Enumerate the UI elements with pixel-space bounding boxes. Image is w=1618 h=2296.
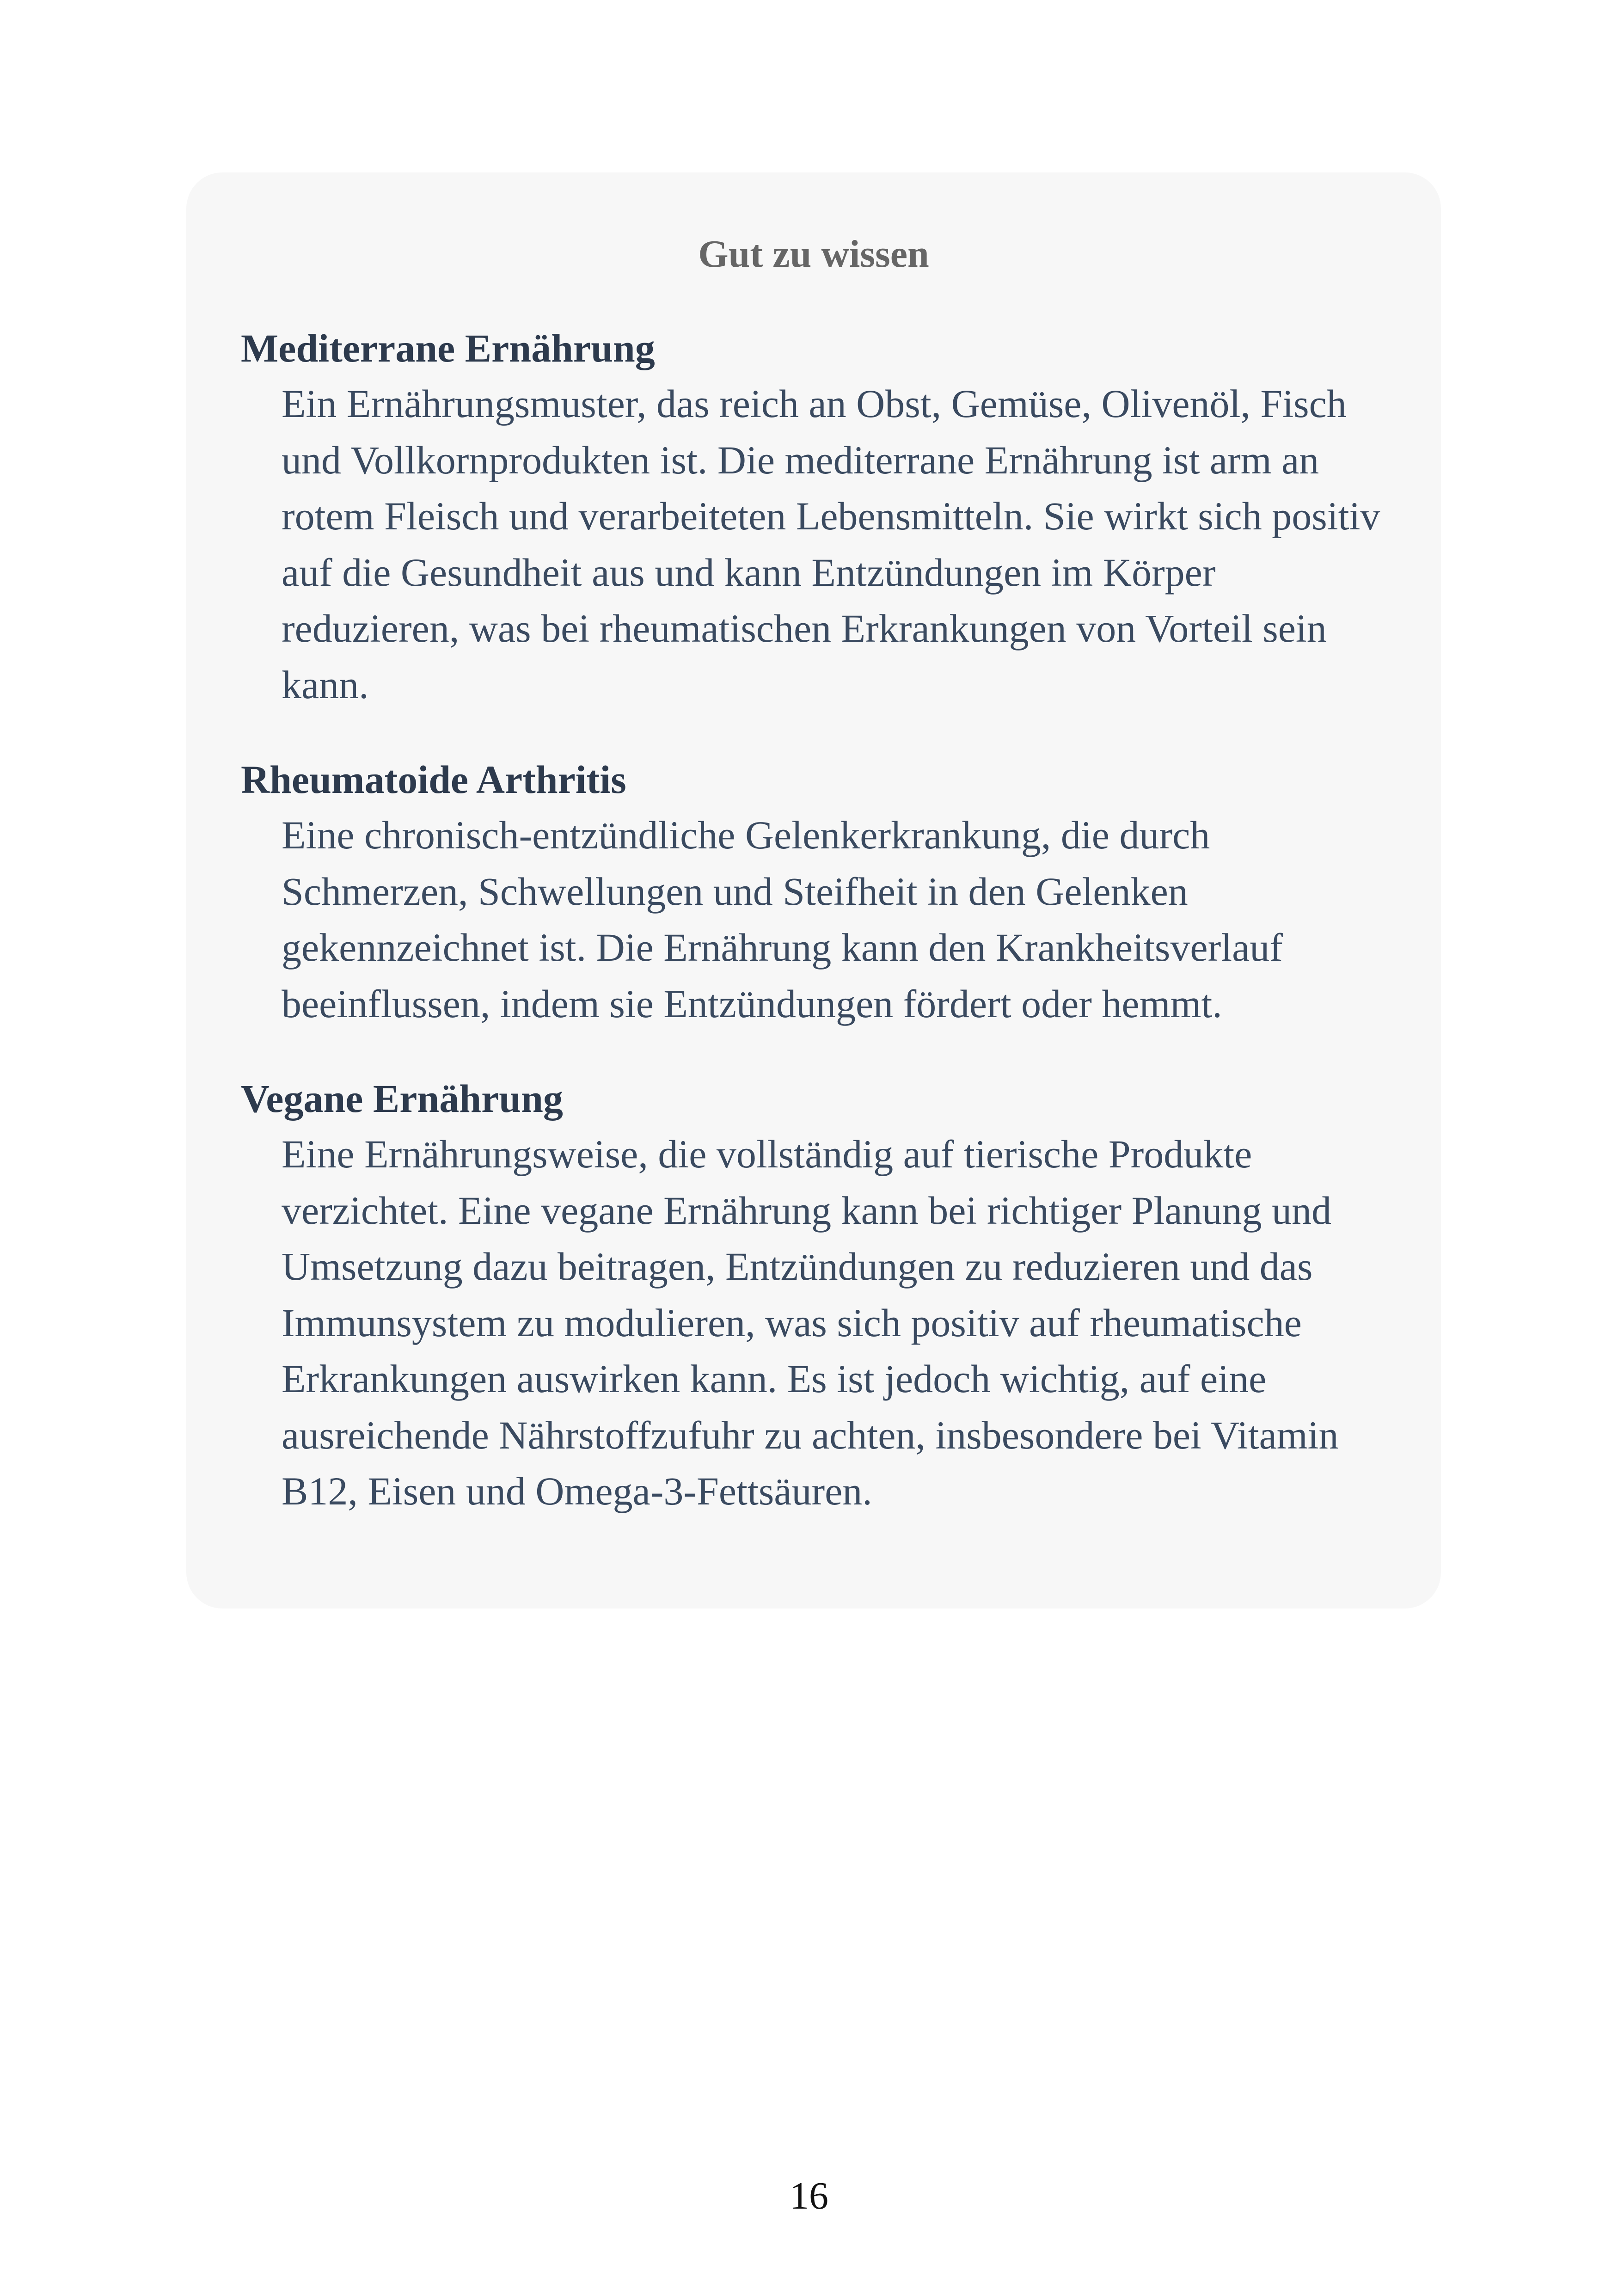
- glossary-entry-mediterrane-ernaehrung: [241, 320, 1386, 713]
- glossary-term: Rheumatoide Arthritis: [241, 757, 626, 802]
- glossary-definition: Eine chronisch-entzündliche Gelenkerkrankung, die durch Schmerzen, Schwellungen und Steifheit in den Gelenken gekennzeichnet ist. Die Ernährung kann den Krankheitsverlauf beeinflussen, indem sie Entzündungen fördert oder hemmt.: [282, 813, 1283, 1026]
- glossary-entry-vegane-ernaehrung: [241, 1071, 1386, 1520]
- info-box-gut-zu-wissen: [186, 172, 1441, 1608]
- glossary-entry-rheumatoide-arthritis: [241, 752, 1386, 1032]
- glossary-definition: Eine Ernährungsweise, die vollständig auf tierische Produkte verzichtet. Eine vegane Ernährung kann bei richtiger Planung und Umsetzung dazu beitragen, Entzündungen zu reduzieren und das Immunsystem zu modulieren, was sich positiv auf rheumatische Erkrankungen auswirken kann. Es ist jedoch wichtig, auf eine ausreichende Nährstoffzufuhr zu achten, insbesondere bei Vitamin B12, Eisen und Omega-3-Fettsäuren.: [282, 1132, 1339, 1513]
- page-number: 16: [790, 2174, 828, 2217]
- glossary-definition: Ein Ernährungsmuster, das reich an Obst, Gemüse, Olivenöl, Fisch und Vollkornprodukten ist. Die mediterrane Ernährung ist arm an rotem Fleisch und verarbeiteten Lebensmitteln. Sie wirkt sich positiv auf die Gesundheit aus und kann Entzündungen im Körper reduzieren, was bei rheumatischen Erkrankungen von Vorteil sein kann.: [282, 381, 1380, 707]
- glossary-term: Vegane Ernährung: [241, 1076, 563, 1121]
- box-title: Gut zu wissen: [698, 233, 929, 276]
- glossary-term: Mediterrane Ernährung: [241, 326, 655, 370]
